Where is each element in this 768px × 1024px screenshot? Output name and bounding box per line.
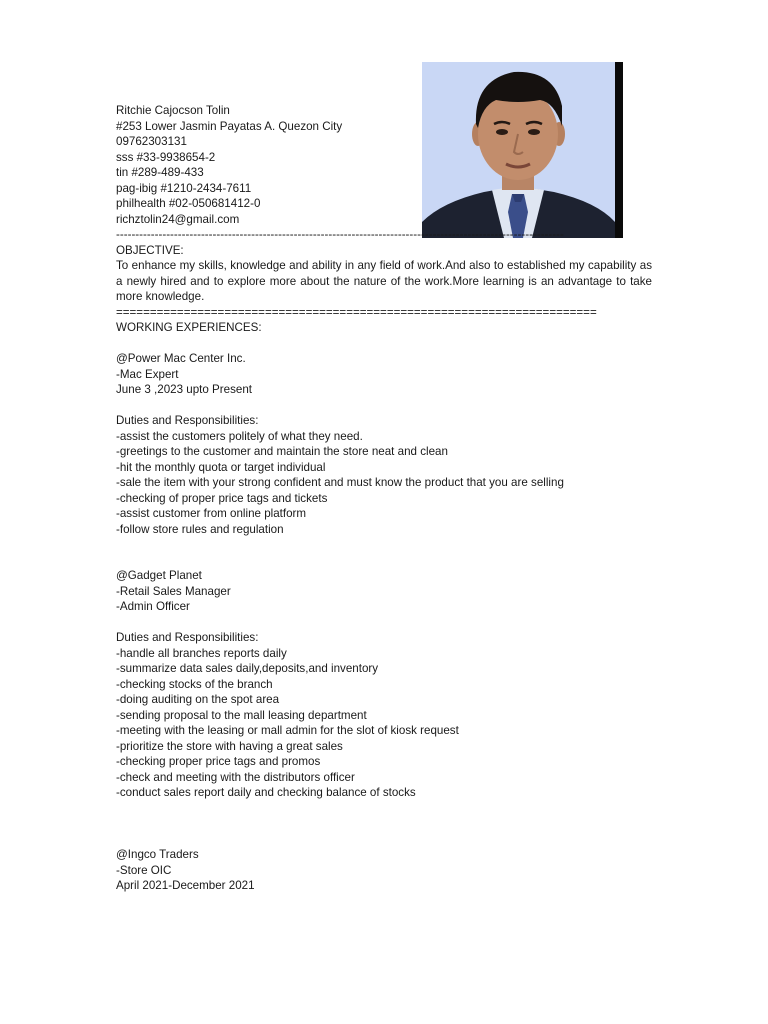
contact-pagibig: pag-ibig #1210-2434-7611 [116,181,252,195]
job-company: @Gadget Planet [116,569,202,582]
job-dates: April 2021-December 2021 [116,879,255,892]
equals-divider: ======================================================================= [116,305,597,319]
dash-divider: -------------------------------------------------------------------------------------------------------------------- [116,228,564,241]
resume-body [116,103,652,894]
duty-item: -handle all branches reports daily [116,646,287,660]
job-entry [116,568,652,801]
job-dates: June 3 ,2023 upto Present [116,383,253,396]
job-position: -Admin Officer [116,600,190,613]
job-position: -Retail Sales Manager [116,584,231,598]
duties-heading: Duties and Responsibilities: [116,414,259,427]
duty-item: -sale the item with your strong confident and must know the product that you are selling [116,476,564,489]
job-position: -Store OIC [116,863,172,877]
contact-sss: sss #33-9938654-2 [116,150,216,164]
duty-item: -conduct sales report daily and checking balance of stocks [116,786,416,799]
duty-item: -sending proposal to the mall leasing department [116,708,367,722]
objective-text: To enhance my skills, knowledge and ability in any field of work.And also to established my capability as a newly hired and to explore more about the nature of the work.More learning is an advantage to take more knowledge. [116,259,652,303]
contact-philhealth: philhealth #02-050681412-0 [116,197,261,210]
duty-item: -checking of proper price tags and tickets [116,491,328,505]
duty-item: -assist the customers politely of what they need. [116,429,363,443]
duty-item: -checking proper price tags and promos [116,755,321,768]
duty-item: -assist customer from online platform [116,507,307,520]
contact-address: #253 Lower Jasmin Payatas A. Quezon City [116,119,343,133]
contact-phone: 09762303131 [116,135,187,148]
duty-item: -hit the monthly quota or target individual [116,460,326,474]
duty-item: -follow store rules and regulation [116,522,284,536]
job-company: @Ingco Traders [116,848,199,861]
duty-item: -prioritize the store with having a great sales [116,739,343,753]
duty-item: -checking stocks of the branch [116,677,273,691]
duty-item: -summarize data sales daily,deposits,and inventory [116,662,379,675]
job-entry [116,847,652,894]
job-company: @Power Mac Center Inc. [116,352,246,365]
contact-email: richztolin24@gmail.com [116,212,240,226]
duty-item: -check and meeting with the distributors officer [116,770,355,784]
job-position: -Mac Expert [116,367,179,381]
objective-heading: OBJECTIVE: [116,243,184,257]
duties-heading: Duties and Responsibilities: [116,631,259,644]
contact-tin: tin #289-489-433 [116,166,204,179]
duty-item: -meeting with the leasing or mall admin for the slot of kiosk request [116,724,459,737]
duty-item: -doing auditing on the spot area [116,693,280,706]
experience-heading: WORKING EXPERIENCES: [116,321,262,334]
contact-name: Ritchie Cajocson Tolin [116,104,230,117]
job-entry [116,351,652,537]
duty-item: -greetings to the customer and maintain the store neat and clean [116,445,448,458]
